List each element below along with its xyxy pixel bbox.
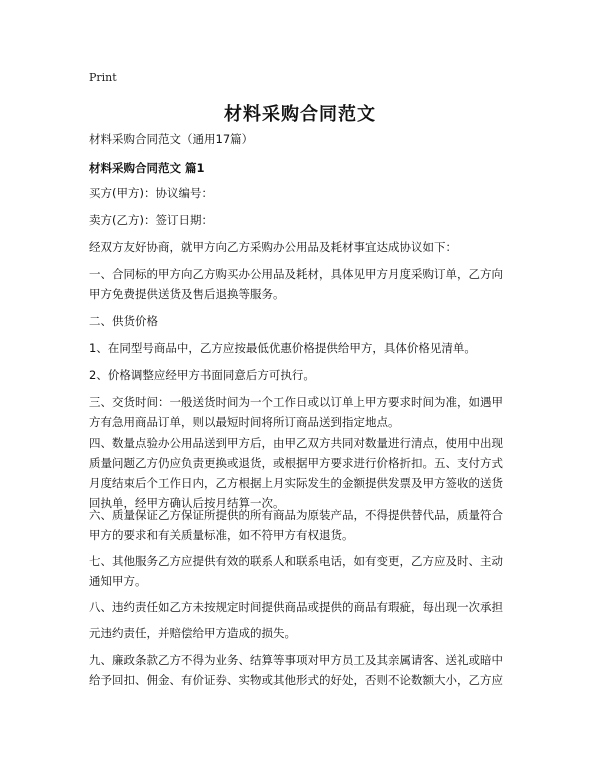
paragraph-line: 元违约责任，并赔偿给甲方造成的损失。 (89, 626, 296, 640)
paragraph-line: 月度结束后个工作日内，乙方根据上月实际发生的金额提供发票及甲方签收的送货 (89, 476, 503, 490)
paragraph-line: 1、在同型号商品中，乙方应按最低优惠价格提供给甲方，具体价格见清单。 (89, 341, 476, 355)
paragraph-line: 2、价格调整应经甲方书面同意后方可执行。 (89, 368, 315, 382)
page-title: 材料采购合同范文 (224, 104, 376, 125)
section-heading: 材料采购合同范文 篇1 (89, 161, 205, 175)
buyer-line: 买方(甲方)：协议编号： (89, 186, 213, 200)
seller-line: 卖方(乙方)：签订日期： (89, 213, 213, 227)
paragraph-line: 四、数量点验办公用品送到甲方后，由甲乙双方共同对数量进行清点，使用中出现 (89, 436, 503, 450)
paragraph-line: 六、质量保证乙方保证所提供的所有商品为原装产品，不得提供替代品，质量符合 (89, 508, 503, 522)
paragraph-line: 甲方免费提供送货及售后退换等服务。 (89, 287, 285, 301)
paragraph-line: 通知甲方。 (89, 574, 147, 588)
paragraph-line: 质量问题乙方仍应负责更换或退货，或根据甲方要求进行价格折扣。五、支付方式 (89, 456, 503, 470)
paragraph-line: 三、交货时间：一般送货时间为一个工作日或以订单上甲方要求时间为准，如遇甲 (89, 395, 503, 409)
paragraph-line: 经双方友好协商，就甲方向乙方采购办公用品及耗材事宜达成协议如下： (89, 240, 457, 254)
paragraph-line: 一、合同标的甲方向乙方购买办公用品及耗材，具体见甲方月度采购订单，乙方向 (89, 267, 503, 281)
paragraph-line: 八、违约责任如乙方未按规定时间提供商品或提供的商品有瑕疵，每出现一次承担 (89, 600, 503, 614)
print-link[interactable]: Print (89, 71, 117, 84)
paragraph-line: 回执单，经甲方确认后按月结算一次。 (89, 496, 285, 510)
paragraph-line: 七、其他服务乙方应提供有效的联系人和联系电话，如有变更，乙方应及时、主动 (89, 554, 503, 568)
document-subtitle: 材料采购合同范文（通用17篇） (89, 132, 254, 146)
paragraph-line: 甲方的要求和有关质量标准，如不符甲方有权退货。 (89, 528, 354, 542)
clause-heading: 二、供货价格 (89, 314, 158, 328)
paragraph-line: 方有急用商品订单，则以最短时间将所订商品送到指定地点。 (89, 415, 400, 429)
paragraph-line: 九、廉政条款乙方不得为业务、结算等事项对甲方员工及其亲属请客、送礼或暗中 (89, 653, 503, 667)
paragraph-line: 给予回扣、佣金、有价证券、实物或其他形式的好处，否则不论数额大小，乙方应 (89, 673, 503, 687)
